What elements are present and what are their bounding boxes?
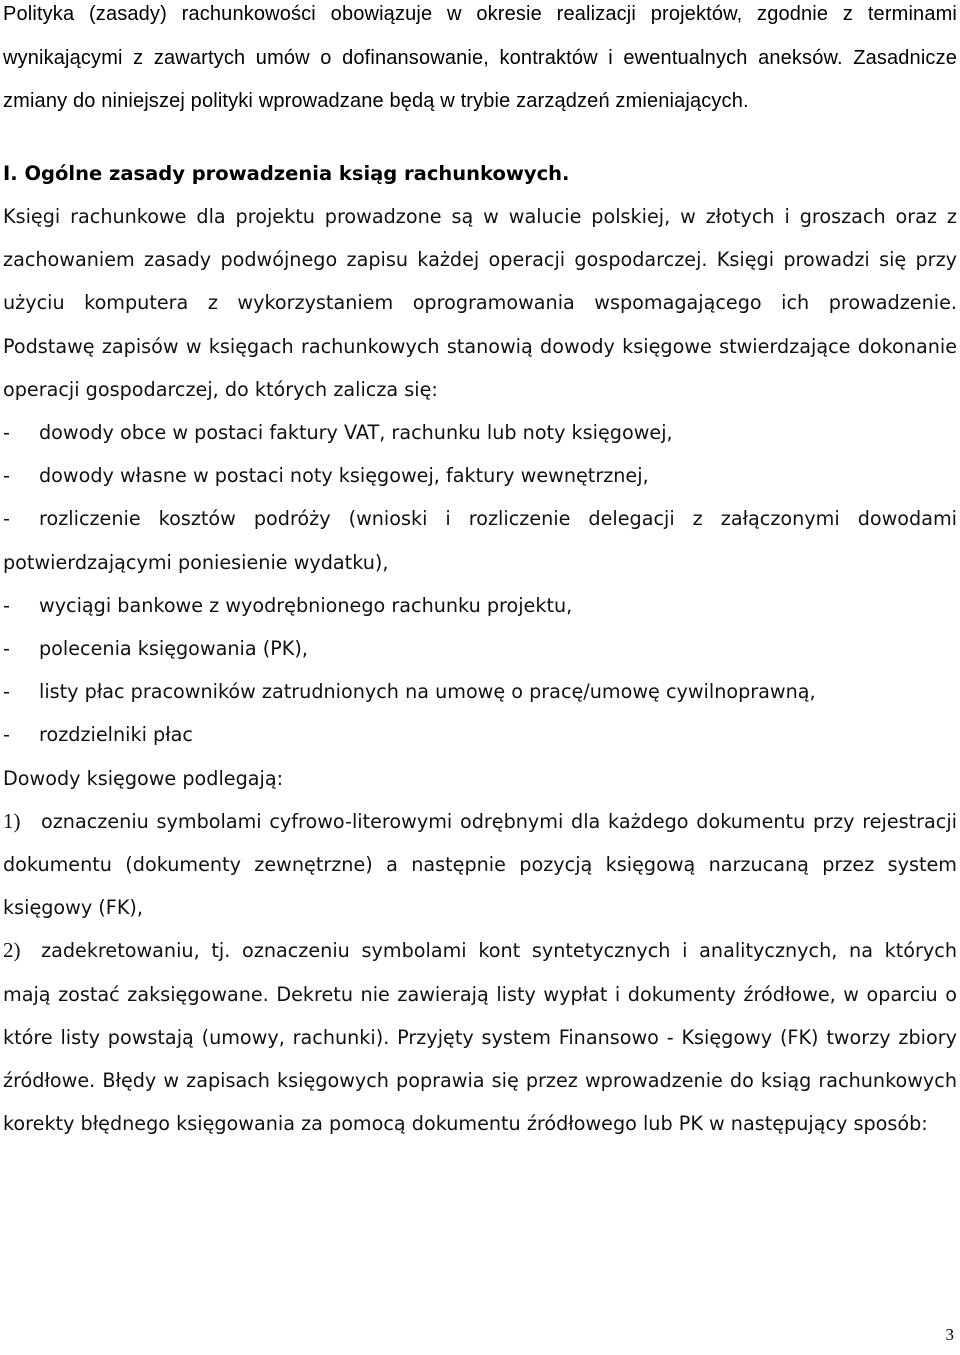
section-body	[3, 195, 957, 1145]
item-number: 2)	[3, 938, 21, 963]
list-dash: -	[3, 723, 10, 747]
numbered-item	[3, 800, 957, 930]
list-item	[3, 713, 957, 756]
evidence-list	[3, 411, 957, 757]
list-dash: -	[3, 593, 10, 617]
list-item-text: rozdzielniki płac	[39, 723, 193, 747]
list-dash: -	[3, 464, 10, 488]
list-item-text: polecenia księgowania (PK),	[39, 637, 308, 661]
numbered-item	[3, 929, 957, 1145]
list-dash: -	[3, 507, 10, 531]
section-heading: I. Ogólne zasady prowadzenia ksiąg rachunkowych.	[3, 161, 570, 185]
list-item-text: dowody własne w postaci noty księgowej, faktury wewnętrznej,	[39, 464, 649, 488]
list-item-text: rozliczenie kosztów podróży (wnioski i rozliczenie delegacji z załączonymi dowodami potwierdzającymi poniesienie wydatku),	[3, 507, 957, 574]
list-item-text: listy płac pracowników zatrudnionych na umowę o pracę/umowę cywilnoprawną,	[39, 680, 816, 704]
numbered-list	[3, 800, 957, 1146]
subheading-evidence: Dowody księgowe podlegają:	[3, 766, 284, 790]
list-item	[3, 497, 957, 583]
numbered-item-text: oznaczeniu symbolami cyfrowo-literowymi odrębnymi dla każdego dokumentu przy rejestracji dokumentu (dokumenty zewnętrzne) a następnie pozycją księgową narzucaną przez system księgowy (FK),	[3, 809, 957, 920]
paragraph-bookkeeping: Księgi rachunkowe dla projektu prowadzone są w walucie polskiej, w złotych i groszach oraz z zachowaniem zasady podwójnego zapisu każdej operacji gospodarczej. Księgi prowadzi się przy użyciu komputera z wykorzystaniem oprogramowania wspomagającego ich prowadzenie. Podstawę zapisów w księgach rachunkowych stanowią dowody księgowe stwierdzające dokonanie operacji gospodarczej, do których zalicza się:	[3, 205, 957, 401]
list-item	[3, 670, 957, 713]
list-dash: -	[3, 680, 10, 704]
list-item-text: wyciągi bankowe z wyodrębnionego rachunku projektu,	[39, 593, 573, 617]
page-number: 3	[945, 1325, 954, 1344]
list-item	[3, 454, 957, 497]
item-number: 1)	[3, 808, 21, 833]
list-item	[3, 411, 957, 454]
numbered-item-text: zadekretowaniu, tj. oznaczeniu symbolami kont syntetycznych i analitycznych, na których mają zostać zaksięgowane. Dekretu nie zawierają listy wypłat i dokumenty źródłowe, w oparciu o które listy powstają (umowy, rachunki). Przyjęty system Finansowo - Księgowy (FK) tworzy zbiory źródłowe. Błędy w zapisach księgowych poprawia się przez wprowadzenie do ksiąg rachunkowych korekty błędnego księgowania za pomocą dokumentu źródłowego lub PK w następujący sposób:	[3, 939, 957, 1136]
list-item	[3, 584, 957, 627]
list-item	[3, 627, 957, 670]
list-item-text: dowody obce w postaci faktury VAT, rachunku lub noty księgowej,	[39, 421, 673, 445]
list-dash: -	[3, 637, 10, 661]
list-dash: -	[3, 421, 10, 445]
intro-paragraph: Polityka (zasady) rachunkowości obowiązuje w okresie realizacji projektów, zgodnie z terminami wynikającymi z zawartych umów o dofinansowanie, kontraktów i ewentualnych aneksów. Zasadnicze zmiany do niniejszej polityki wprowadzane będą w trybie zarządzeń zmieniających.	[3, 3, 957, 112]
